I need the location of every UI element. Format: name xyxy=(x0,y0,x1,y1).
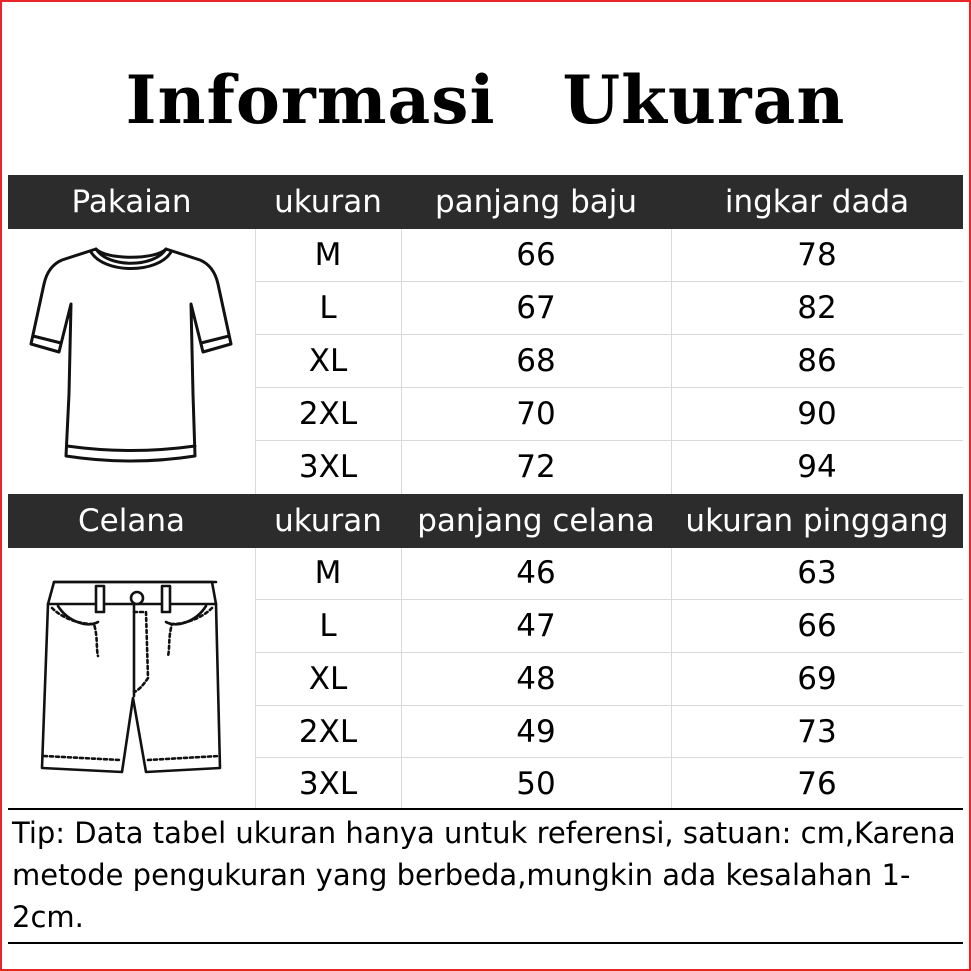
divider xyxy=(8,808,963,810)
tip-note: Tip: Data tabel ukuran hanya untuk referensi, satuan: cm,Karena metode pengukuran yang berbeda,mungkin ada kesalahan 1-2cm. xyxy=(12,816,956,934)
grid-line xyxy=(255,440,963,441)
waist-cell: 76 xyxy=(797,766,837,802)
size-cell: M xyxy=(314,555,342,591)
table-row xyxy=(255,441,963,494)
header-celana: Celana xyxy=(78,503,185,539)
length-cell: 66 xyxy=(516,237,556,273)
table-row xyxy=(255,706,963,759)
page-title: Informasi Ukuran xyxy=(125,61,846,139)
waist-cell: 73 xyxy=(797,714,837,750)
table-row xyxy=(255,653,963,706)
grid-line xyxy=(255,705,963,706)
length-cell: 48 xyxy=(516,661,556,697)
size-cell: XL xyxy=(308,343,348,379)
header-ukuran: ukuran xyxy=(274,503,382,539)
header-pakaian: Pakaian xyxy=(71,184,192,220)
grid-line xyxy=(255,757,963,758)
table-row xyxy=(255,600,963,653)
chest-cell: 78 xyxy=(797,237,837,273)
table-row xyxy=(255,547,963,600)
header-panjang-celana: panjang celana xyxy=(417,503,655,539)
length-cell: 47 xyxy=(516,608,556,644)
header-ingkar-dada: ingkar dada xyxy=(724,184,910,220)
shorts-icon xyxy=(38,578,228,776)
length-cell: 49 xyxy=(516,714,556,750)
divider xyxy=(8,942,963,944)
grid-line xyxy=(255,281,963,282)
length-cell: 72 xyxy=(516,449,556,485)
header-ukuran: ukuran xyxy=(274,184,382,220)
grid-line xyxy=(671,229,672,494)
waist-cell: 66 xyxy=(797,608,837,644)
grid-line xyxy=(255,387,963,388)
grid-line xyxy=(255,334,963,335)
chest-cell: 94 xyxy=(797,449,837,485)
grid-line xyxy=(255,548,256,808)
size-cell: L xyxy=(319,608,337,644)
size-cell: 2XL xyxy=(298,714,358,750)
chest-cell: 90 xyxy=(797,396,837,432)
waist-cell: 69 xyxy=(797,661,837,697)
grid-line xyxy=(401,229,402,494)
table-row xyxy=(255,388,963,441)
length-cell: 46 xyxy=(516,555,556,591)
shirt-table-header xyxy=(8,175,963,229)
size-cell: 2XL xyxy=(298,396,358,432)
grid-line xyxy=(401,548,402,808)
length-cell: 70 xyxy=(516,396,556,432)
table-row xyxy=(255,282,963,335)
size-cell: 3XL xyxy=(298,766,358,802)
chest-cell: 86 xyxy=(797,343,837,379)
size-cell: M xyxy=(314,237,342,273)
header-panjang-baju: panjang baju xyxy=(434,184,638,220)
t-shirt-icon xyxy=(28,244,234,466)
grid-line xyxy=(255,652,963,653)
size-cell: 3XL xyxy=(298,449,358,485)
size-cell: L xyxy=(319,290,337,326)
grid-line xyxy=(671,548,672,808)
table-row xyxy=(255,229,963,282)
chest-cell: 82 xyxy=(797,290,837,326)
grid-line xyxy=(255,599,963,600)
table-row xyxy=(255,335,963,388)
size-cell: XL xyxy=(308,661,348,697)
pants-table-header xyxy=(8,494,963,548)
grid-line xyxy=(255,229,256,494)
length-cell: 50 xyxy=(516,766,556,802)
table-row xyxy=(255,758,963,811)
length-cell: 67 xyxy=(516,290,556,326)
header-ukuran-pinggang: ukuran pinggang xyxy=(685,503,949,539)
waist-cell: 63 xyxy=(797,555,837,591)
length-cell: 68 xyxy=(516,343,556,379)
